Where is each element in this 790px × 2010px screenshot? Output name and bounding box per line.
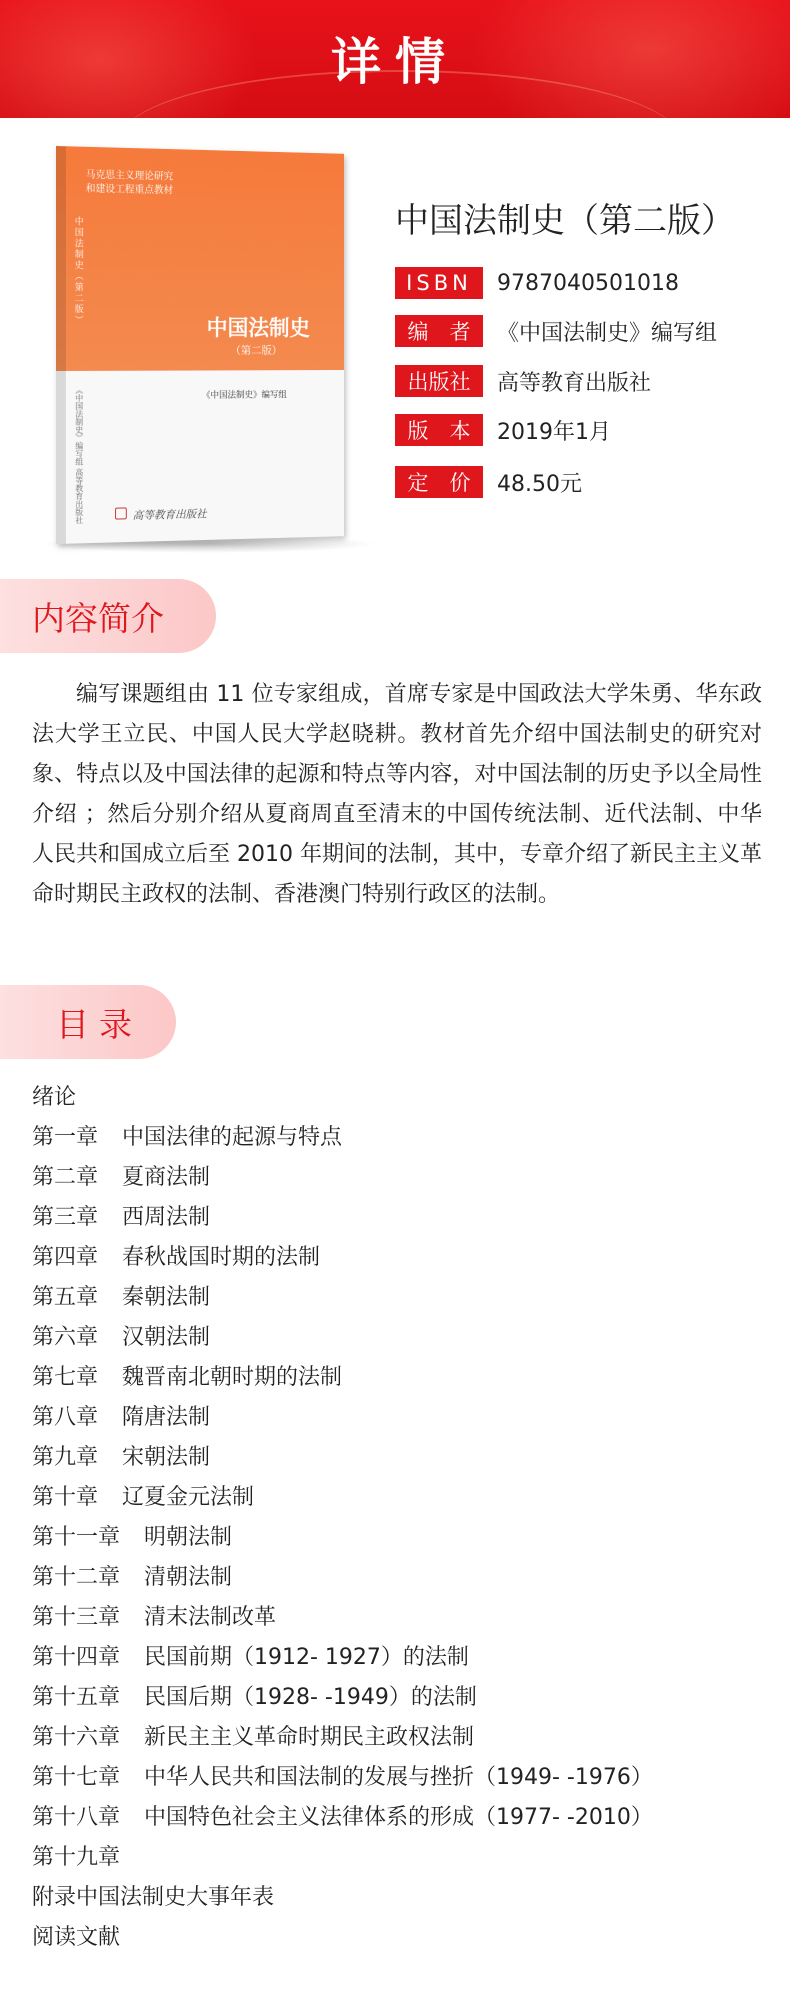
toc-chapter-number: 第十四章 — [32, 1645, 121, 1670]
toc-chapter-title: 民国前期（1912- 1927）的法制 — [144, 1645, 469, 1670]
toc-chapter-number: 第十章 — [32, 1485, 99, 1510]
toc-item — [32, 1078, 762, 1118]
toc-chapter-number: 第六章 — [32, 1325, 99, 1350]
toc-chapter-number: 第九章 — [32, 1445, 99, 1470]
toc-chapter-title: 隋唐法制 — [122, 1405, 211, 1430]
toc-item — [32, 1198, 762, 1238]
toc-item — [32, 1438, 762, 1478]
book-cover-image — [38, 140, 368, 550]
toc-chapter-title: 明朝法制 — [144, 1525, 233, 1550]
cover-series-text: 马克思主义理论研究 和建设工程重点教材 — [85, 169, 174, 197]
toc-item — [32, 1718, 762, 1758]
book-cover — [56, 146, 344, 544]
info-value: 2019年1月 — [497, 419, 611, 445]
intro-paragraph: 编写课题组由 11 位专家组成，首席专家是中国政法大学朱勇、华东政法大学王立民、中国人民大学赵晓耕。教材首先介绍中国法制史的研究对象、特点以及中国法律的起源和特点等内容，对中国法制的历史予以全局性介绍 ；然后分别介绍从夏商周直至清末的中国传统法制、近代法制、中华人民共和国成立后至 2010 年期间的法制，其中，专章介绍了新民主主义革命时期民主政权的法制、香港澳门特别行政区的法制。 — [32, 682, 762, 907]
toc-chapter-title: 夏商法制 — [122, 1165, 211, 1190]
toc-item — [32, 1238, 762, 1278]
toc-chapter-title: 民国后期（1928- -1949）的法制 — [144, 1685, 477, 1710]
toc-chapter-title: 中国特色社会主义法律体系的形成（1977- -2010） — [144, 1805, 653, 1830]
info-label: ISBN — [395, 267, 483, 299]
toc-chapter-number: 第八章 — [32, 1405, 99, 1430]
cover-title: 中国法制史 — [206, 315, 310, 342]
cover-side-text: 中国法制史（第二版） — [72, 216, 83, 327]
toc-chapter-number: 第十九章 — [32, 1845, 121, 1870]
toc-item — [32, 1558, 762, 1598]
toc-item — [32, 1638, 762, 1678]
toc-item — [32, 1478, 762, 1518]
info-label: 版 本 — [395, 414, 483, 446]
toc-chapter-title: 清朝法制 — [144, 1565, 233, 1590]
cover-publisher: 高等教育出版社 — [132, 507, 207, 523]
toc-chapter-title: 魏晋南北朝时期的法制 — [122, 1365, 343, 1390]
toc-item — [32, 1158, 762, 1198]
cover-author: 《中国法制史》编写组 — [201, 390, 287, 401]
info-row-editor — [395, 314, 717, 348]
toc-chapter-number: 第十八章 — [32, 1805, 121, 1830]
publisher-logo-icon — [115, 507, 127, 519]
info-row-edition — [395, 413, 611, 447]
header-banner — [0, 0, 790, 118]
toc-chapter-title: 中国法律的起源与特点 — [122, 1125, 343, 1150]
toc-item — [32, 1878, 762, 1918]
info-value: 48.50元 — [497, 471, 582, 497]
info-label: 编 者 — [395, 315, 483, 347]
toc-chapter-title: 宋朝法制 — [122, 1445, 211, 1470]
toc-chapter-title: 秦朝法制 — [122, 1285, 211, 1310]
page-title: 详情 — [331, 33, 459, 91]
toc-chapter-number: 第十二章 — [32, 1565, 121, 1590]
cover-spine — [56, 146, 66, 544]
toc-chapter-title: 新民主主义革命时期民主政权法制 — [144, 1725, 475, 1750]
info-value: 《中国法制史》编写组 — [497, 320, 718, 346]
info-label: 出版社 — [395, 365, 483, 397]
toc-chapter-number: 附录中国法制史大事年表 — [32, 1885, 275, 1910]
cover-edition: （第二版） — [230, 344, 283, 357]
toc-chapter-title: 辽夏金元法制 — [122, 1485, 255, 1510]
toc-item — [32, 1678, 762, 1718]
toc-item — [32, 1918, 762, 1958]
info-row-publisher — [395, 364, 651, 398]
toc-chapter-number: 第七章 — [32, 1365, 99, 1390]
toc-item — [32, 1358, 762, 1398]
table-of-contents — [32, 1078, 762, 1958]
toc-item — [32, 1318, 762, 1358]
toc-chapter-number: 阅读文献 — [32, 1925, 121, 1950]
book-title: 中国法制史（第二版） — [395, 201, 735, 241]
toc-chapter-number: 绪论 — [32, 1085, 77, 1110]
toc-chapter-number: 第十六章 — [32, 1725, 121, 1750]
toc-item — [32, 1798, 762, 1838]
toc-chapter-number: 第十七章 — [32, 1765, 121, 1790]
toc-item — [32, 1398, 762, 1438]
toc-chapter-number: 第十一章 — [32, 1525, 121, 1550]
toc-item — [32, 1758, 762, 1798]
toc-item — [32, 1518, 762, 1558]
toc-item — [32, 1598, 762, 1638]
toc-chapter-number: 第一章 — [32, 1125, 99, 1150]
toc-item — [32, 1838, 762, 1878]
info-label: 定 价 — [395, 466, 483, 498]
toc-item — [32, 1118, 762, 1158]
toc-chapter-title: 中华人民共和国法制的发展与挫折（1949- -1976） — [144, 1765, 653, 1790]
info-row-price — [395, 465, 582, 499]
info-value: 9787040501018 — [497, 270, 679, 296]
section-heading-toc: 目录 — [0, 985, 176, 1059]
info-row-isbn — [395, 266, 679, 300]
toc-chapter-number: 第五章 — [32, 1285, 99, 1310]
toc-chapter-number: 第三章 — [32, 1205, 99, 1230]
toc-chapter-title: 西周法制 — [122, 1205, 211, 1230]
cover-side-text-lower: 《中国法制史》编写组 高等教育出版社 — [74, 385, 84, 525]
toc-chapter-number: 第二章 — [32, 1165, 99, 1190]
toc-chapter-title: 汉朝法制 — [122, 1325, 211, 1350]
toc-chapter-number: 第四章 — [32, 1245, 99, 1270]
toc-item — [32, 1278, 762, 1318]
info-value: 高等教育出版社 — [497, 370, 652, 396]
toc-chapter-number: 第十五章 — [32, 1685, 121, 1710]
toc-chapter-title: 春秋战国时期的法制 — [122, 1245, 321, 1270]
section-heading-intro: 内容简介 — [0, 579, 216, 653]
toc-chapter-title: 清末法制改革 — [144, 1605, 277, 1630]
toc-chapter-number: 第十三章 — [32, 1605, 121, 1630]
